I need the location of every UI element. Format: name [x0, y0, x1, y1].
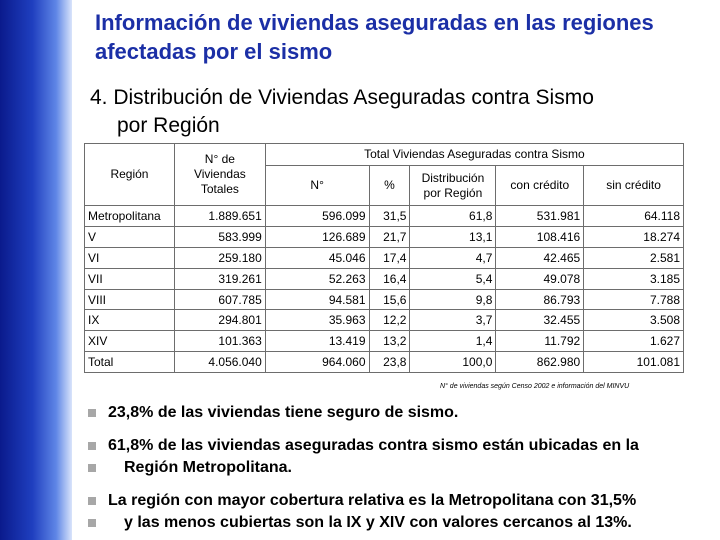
blue-gradient-sidebar — [0, 0, 72, 540]
cell-dist: 13,1 — [410, 226, 496, 247]
cell-n: 126.689 — [265, 226, 369, 247]
header-con-credito: con crédito — [496, 166, 584, 206]
cell-n: 596.099 — [265, 206, 369, 227]
table-row — [85, 331, 684, 352]
cell-region: VII — [85, 268, 175, 289]
cell-con: 108.416 — [496, 226, 584, 247]
cell-sin: 64.118 — [584, 206, 684, 227]
cell-dist: 100,0 — [410, 352, 496, 373]
cell-total: 319.261 — [174, 268, 265, 289]
cell-dist: 1,4 — [410, 331, 496, 352]
header-total-viviendas: N° de Viviendas Totales — [174, 144, 265, 206]
bullet-item — [88, 490, 713, 534]
header-region: Región — [85, 144, 175, 206]
square-bullet-icon — [88, 512, 108, 534]
cell-region: VI — [85, 247, 175, 268]
cell-con: 32.455 — [496, 310, 584, 331]
cell-n: 35.963 — [265, 310, 369, 331]
table-row — [85, 226, 684, 247]
cell-sin: 101.081 — [584, 352, 684, 373]
bullet-text: La región con mayor cobertura relativa es la Metropolitana con 31,5% — [108, 492, 637, 509]
slide-title: Información de viviendas aseguradas en las regiones afectadas por el sismo — [95, 10, 654, 64]
cell-region: IX — [85, 310, 175, 331]
cell-pct: 16,4 — [369, 268, 410, 289]
cell-n: 964.060 — [265, 352, 369, 373]
cell-total: 583.999 — [174, 226, 265, 247]
cell-region: V — [85, 226, 175, 247]
cell-sin: 3.508 — [584, 310, 684, 331]
cell-con: 11.792 — [496, 331, 584, 352]
bullet-text-continued: Región Metropolitana. — [124, 459, 292, 476]
cell-pct: 12,2 — [369, 310, 410, 331]
bullet-list — [88, 402, 713, 540]
square-bullet-icon — [88, 402, 108, 424]
bullet-text: 61,8% de las viviendas aseguradas contra sismo están ubicadas en la — [108, 437, 639, 454]
table-row — [85, 310, 684, 331]
cell-dist: 5,4 — [410, 268, 496, 289]
table-row — [85, 268, 684, 289]
cell-con: 862.980 — [496, 352, 584, 373]
square-bullet-icon — [88, 435, 108, 457]
header-sin-credito: sin crédito — [584, 166, 684, 206]
cell-sin: 1.627 — [584, 331, 684, 352]
cell-con: 42.465 — [496, 247, 584, 268]
cell-total: 294.801 — [174, 310, 265, 331]
insured-housing-table — [84, 143, 684, 373]
cell-pct: 23,8 — [369, 352, 410, 373]
cell-region: Metropolitana — [85, 206, 175, 227]
cell-total: 607.785 — [174, 289, 265, 310]
table-row — [85, 206, 684, 227]
cell-dist: 61,8 — [410, 206, 496, 227]
table-footnote: N° de viviendas según Censo 2002 e información del MINVU — [440, 383, 630, 390]
bullet-text-continued: y las menos cubiertas son la IX y XIV con valores cercanos al 13%. — [124, 514, 632, 531]
cell-region: Total — [85, 352, 175, 373]
bullet-text: 23,8% de las viviendas tiene seguro de sismo. — [108, 404, 459, 421]
cell-n: 45.046 — [265, 247, 369, 268]
cell-con: 49.078 — [496, 268, 584, 289]
cell-pct: 15,6 — [369, 289, 410, 310]
cell-pct: 31,5 — [369, 206, 410, 227]
subtitle-line-1: 4. Distribución de Viviendas Aseguradas contra Sismo — [90, 86, 594, 109]
header-pct: % — [369, 166, 410, 206]
cell-n: 52.263 — [265, 268, 369, 289]
table-row — [85, 289, 684, 310]
cell-region: VIII — [85, 289, 175, 310]
bullet-markers — [88, 435, 108, 479]
slide-subtitle — [90, 84, 710, 140]
header-n: N° — [265, 166, 369, 206]
bullet-item — [88, 402, 713, 424]
cell-pct: 21,7 — [369, 226, 410, 247]
cell-region: XIV — [85, 331, 175, 352]
cell-total: 259.180 — [174, 247, 265, 268]
cell-total: 101.363 — [174, 331, 265, 352]
cell-sin: 2.581 — [584, 247, 684, 268]
cell-pct: 17,4 — [369, 247, 410, 268]
cell-total: 1.889.651 — [174, 206, 265, 227]
cell-n: 94.581 — [265, 289, 369, 310]
cell-sin: 18.274 — [584, 226, 684, 247]
cell-sin: 3.185 — [584, 268, 684, 289]
subtitle-line-2: por Región — [117, 114, 220, 137]
cell-dist: 3,7 — [410, 310, 496, 331]
cell-con: 86.793 — [496, 289, 584, 310]
cell-total: 4.056.040 — [174, 352, 265, 373]
table-row — [85, 352, 684, 373]
square-bullet-icon — [88, 457, 108, 479]
cell-dist: 4,7 — [410, 247, 496, 268]
cell-con: 531.981 — [496, 206, 584, 227]
square-bullet-icon — [88, 490, 108, 512]
cell-dist: 9,8 — [410, 289, 496, 310]
table-row — [85, 247, 684, 268]
cell-pct: 13,2 — [369, 331, 410, 352]
header-group-aseguradas: Total Viviendas Aseguradas contra Sismo — [265, 144, 683, 166]
table-body — [85, 206, 684, 373]
bullet-item — [88, 435, 713, 479]
cell-sin: 7.788 — [584, 289, 684, 310]
bullet-markers — [88, 402, 108, 424]
cell-n: 13.419 — [265, 331, 369, 352]
bullet-markers — [88, 490, 108, 534]
header-distribucion: Distribución por Región — [410, 166, 496, 206]
